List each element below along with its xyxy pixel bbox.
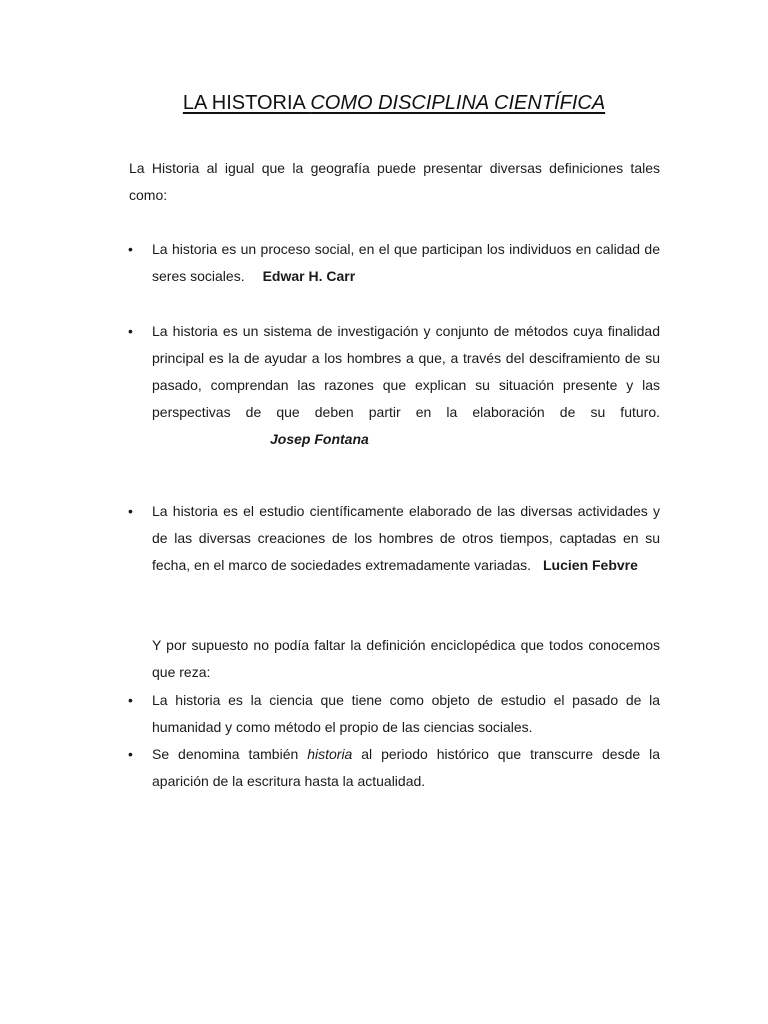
encyclopedic-text-italic: historia [307,746,353,762]
encyclopedic-text-before: Se denomina también [152,746,308,762]
definition-author: Lucien Febvre [543,557,638,573]
definition-text: La historia es un sistema de investigación y conjunto de métodos cuya finalidad principal es la de ayudar a los hombres a que, a través del desciframiento de su pasado, comprendan las razones que explican su situación presente y las perspectivas de que deben partir en la elaboración de su futuro. [152,323,660,420]
title-plain: LA HISTORIA [182,92,311,114]
definition-author: Josep Fontana [270,431,369,447]
encyclopedic-text-after: al periodo histórico que transcurre desde la aparición de la escritura hasta la actualidad. [152,746,660,789]
encyclopedic-text: La historia es la ciencia que tiene como objeto de estudio el pasado de la humanidad y como método el propio de las ciencias sociales. [152,692,660,735]
encyclopedic-intro-paragraph: Y por supuesto no podía faltar la definición enciclopédica que todos conocemos que reza: [152,637,660,680]
definition-text: La historia es un proceso social, en el que participan los individuos en calidad de seres sociales. [152,241,660,284]
definition-item [152,236,660,290]
definition-item [152,498,660,579]
document-title [0,92,768,115]
definition-text: La historia es el estudio científicamente elaborado de las diversas actividades y de las diversas creaciones de los hombres de otros tiempos, captadas en su fecha, en el marco de sociedades extremadamente variadas. [152,503,660,573]
definition-item [152,318,660,453]
intro-paragraph: La Historia al igual que la geografía puede presentar diversas definiciones tales como: [129,160,660,203]
definition-author: Edwar H. Carr [262,268,356,284]
encyclopedic-item [152,687,660,741]
encyclopedic-item [152,741,660,795]
title-italic: COMO DISCIPLINA CIENTÍFICA [310,92,606,114]
